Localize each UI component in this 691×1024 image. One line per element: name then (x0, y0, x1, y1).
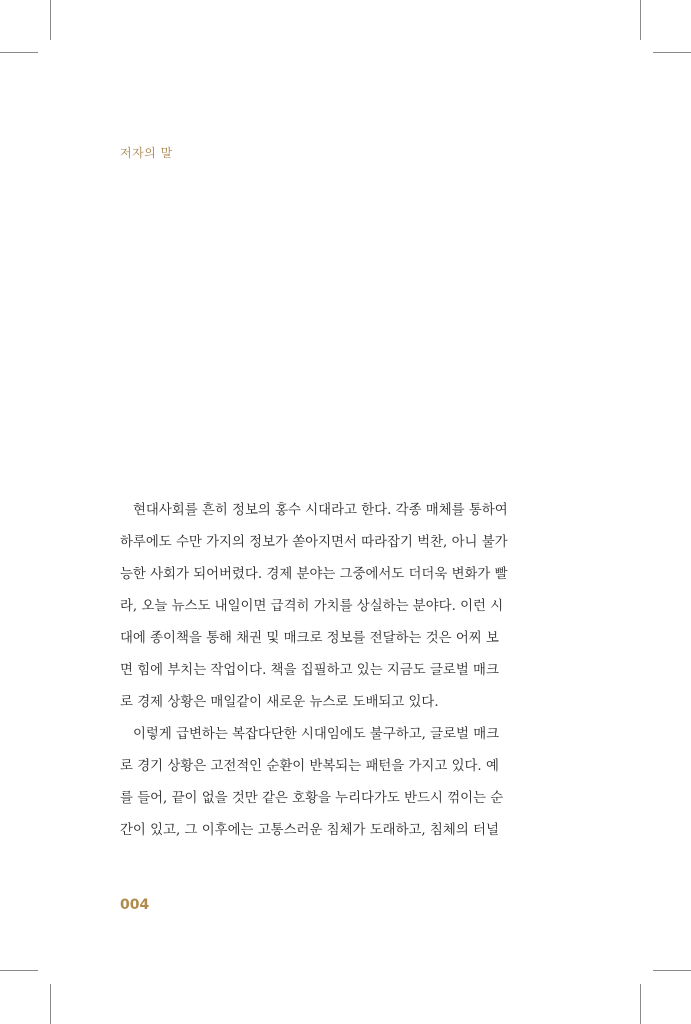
crop-mark-top-left-vertical (50, 0, 51, 40)
text-line: 면 힘에 부치는 작업이다. 책을 집필하고 있는 지금도 글로벌 매크 (120, 663, 499, 678)
text-line: 간이 있고, 그 이후에는 고통스러운 침체가 도래하고, 침체의 터널 (120, 823, 499, 838)
crop-mark-bottom-left-horizontal (0, 970, 38, 971)
crop-mark-top-right-horizontal (653, 52, 691, 53)
text-line: 라, 오늘 뉴스도 내일이면 급격히 가치를 상실하는 분야다. 이런 시 (120, 599, 504, 614)
section-label: 저자의 말 (120, 146, 173, 160)
crop-mark-bottom-right-vertical (640, 984, 641, 1024)
body-text (120, 495, 520, 847)
text-line: 현대사회를 흔히 정보의 홍수 시대라고 한다. 각종 매체를 통하여 (133, 503, 508, 518)
text-line: 를 들어, 끝이 없을 것만 같은 호황을 누리다가도 반드시 꺾이는 순 (120, 791, 504, 806)
text-line: 로 경제 상황은 매일같이 새로운 뉴스로 도배되고 있다. (120, 695, 439, 710)
text-line: 능한 사회가 되어버렸다. 경제 분야는 그중에서도 더더욱 변화가 빨 (120, 567, 508, 582)
text-line: 대에 종이책을 통해 채권 및 매크로 정보를 전달하는 것은 어찌 보 (120, 631, 499, 646)
crop-mark-bottom-left-vertical (50, 984, 51, 1024)
crop-mark-top-left-horizontal (0, 52, 38, 53)
page-number: 004 (120, 897, 150, 913)
text-line: 하루에도 수만 가지의 정보가 쏟아지면서 따라잡기 벅찬, 아니 불가 (120, 535, 508, 550)
text-line: 로 경기 상황은 고전적인 순환이 반복되는 패턴을 가지고 있다. 예 (120, 759, 499, 774)
text-line: 이렇게 급변하는 복잡다단한 시대임에도 불구하고, 글로벌 매크 (133, 727, 500, 742)
crop-mark-top-right-vertical (640, 0, 641, 40)
crop-mark-bottom-right-horizontal (653, 970, 691, 971)
